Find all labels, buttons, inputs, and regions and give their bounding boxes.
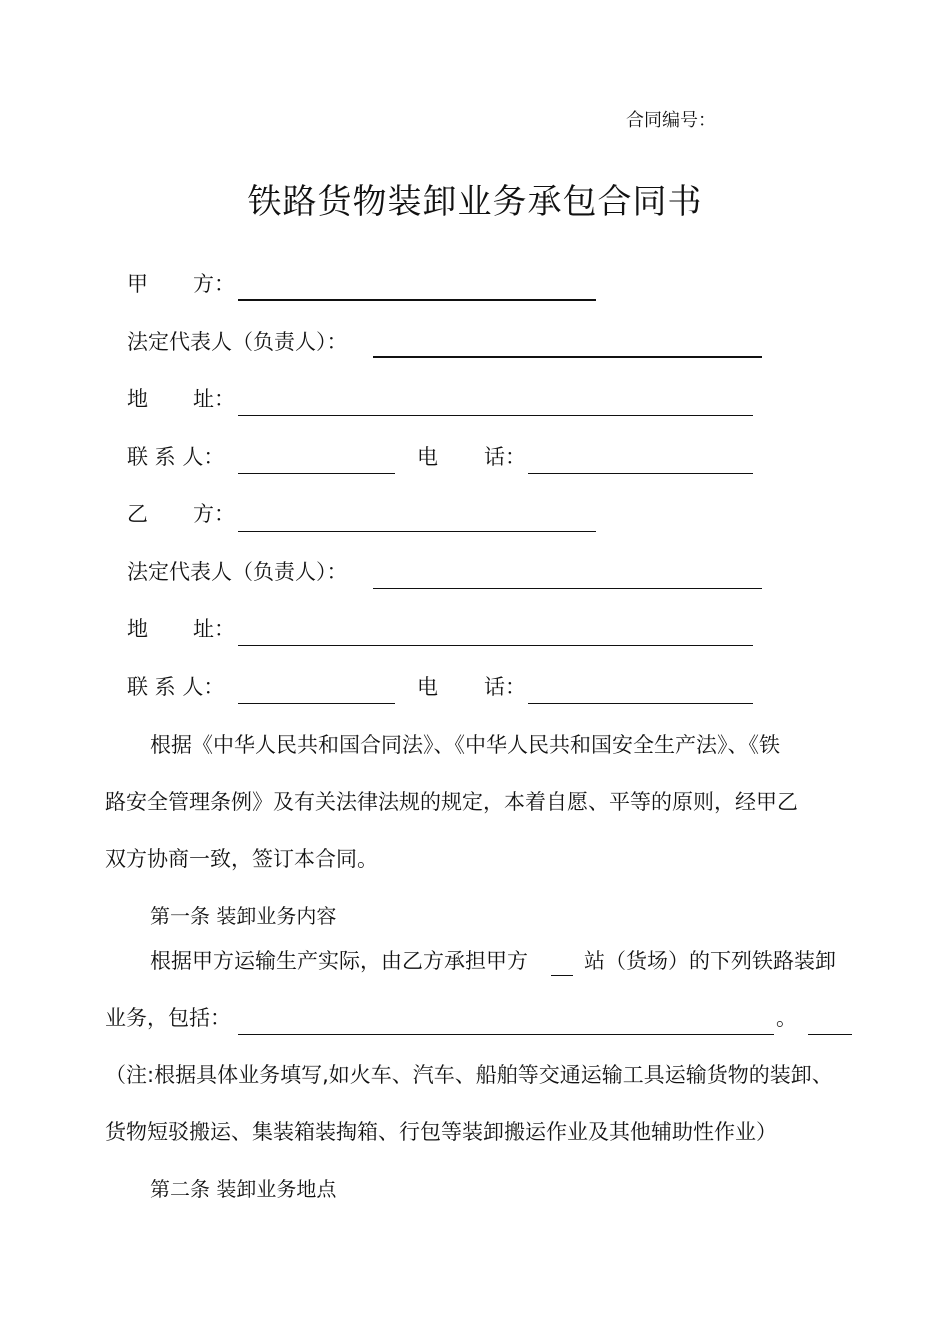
party-a-address-field[interactable] <box>238 415 753 416</box>
party-b-rep-field[interactable] <box>373 588 762 589</box>
preamble-line-3: 双方协商一致，签订本合同。 <box>105 847 378 871</box>
article-1-line-2b: 。 <box>776 1006 797 1030</box>
contract-number-label: 合同编号： <box>626 110 716 131</box>
article-1-note-1: （注:根据具体业务填写,如火车、汽车、船舶等交通运输工具运输货物的装卸、 <box>105 1063 833 1087</box>
article-1-line-1b: 站（货场）的下列铁路装卸 <box>584 949 836 973</box>
party-b-phone-field[interactable] <box>528 703 753 704</box>
party-b-phone-label-1: 电 <box>417 675 438 699</box>
party-a-name-field[interactable] <box>238 299 596 301</box>
preamble-line-1: 根据《中华人民共和国合同法》、《中华人民共和国安全生产法》、《铁 <box>150 733 780 757</box>
party-b-address-label-2: 址： <box>193 617 235 641</box>
article-1-note-2: 货物短驳搬运、集装箱装掏箱、行包等装卸搬运作业及其他辅助性作业） <box>105 1120 777 1144</box>
party-a-phone-label-2: 话： <box>484 445 526 469</box>
article-1-line-2a: 业务，包括： <box>105 1006 231 1030</box>
party-a-label-2: 方： <box>193 272 235 296</box>
document-title: 铁路货物装卸业务承包合同书 <box>247 182 703 222</box>
party-a-phone-field[interactable] <box>528 473 753 474</box>
party-a-phone-label-1: 电 <box>417 445 438 469</box>
article-1-line-1a: 根据甲方运输生产实际，由乙方承担甲方 <box>150 949 528 973</box>
party-b-label-1: 乙 <box>127 502 148 526</box>
party-b-contact-field[interactable] <box>238 703 395 704</box>
article-1-heading: 第一条 装卸业务内容 <box>150 904 337 928</box>
party-a-contact-label: 联 系 人： <box>127 445 225 469</box>
preamble-line-2: 路安全管理条例》及有关法律法规的规定，本着自愿、平等的原则，经甲乙 <box>105 790 798 814</box>
party-a-label-1: 甲 <box>127 272 148 296</box>
party-a-address-label-2: 址： <box>193 387 235 411</box>
party-b-label-2: 方： <box>193 502 235 526</box>
article-2-heading: 第二条 装卸业务地点 <box>150 1177 337 1201</box>
party-b-address-field[interactable] <box>238 645 753 646</box>
party-b-phone-label-2: 话： <box>484 675 526 699</box>
party-a-rep-field[interactable] <box>373 356 762 358</box>
business-scope-field[interactable] <box>238 1034 774 1035</box>
station-name-field[interactable] <box>551 975 573 976</box>
party-b-contact-label: 联 系 人： <box>127 675 225 699</box>
party-a-address-label-1: 地 <box>127 387 148 411</box>
party-a-rep-label: 法定代表人（负责人）： <box>127 330 348 354</box>
party-b-rep-label: 法定代表人（负责人）： <box>127 560 348 584</box>
party-b-address-label-1: 地 <box>127 617 148 641</box>
business-scope-extra-field[interactable] <box>808 1034 852 1035</box>
party-b-name-field[interactable] <box>238 531 596 532</box>
party-a-contact-field[interactable] <box>238 473 395 474</box>
